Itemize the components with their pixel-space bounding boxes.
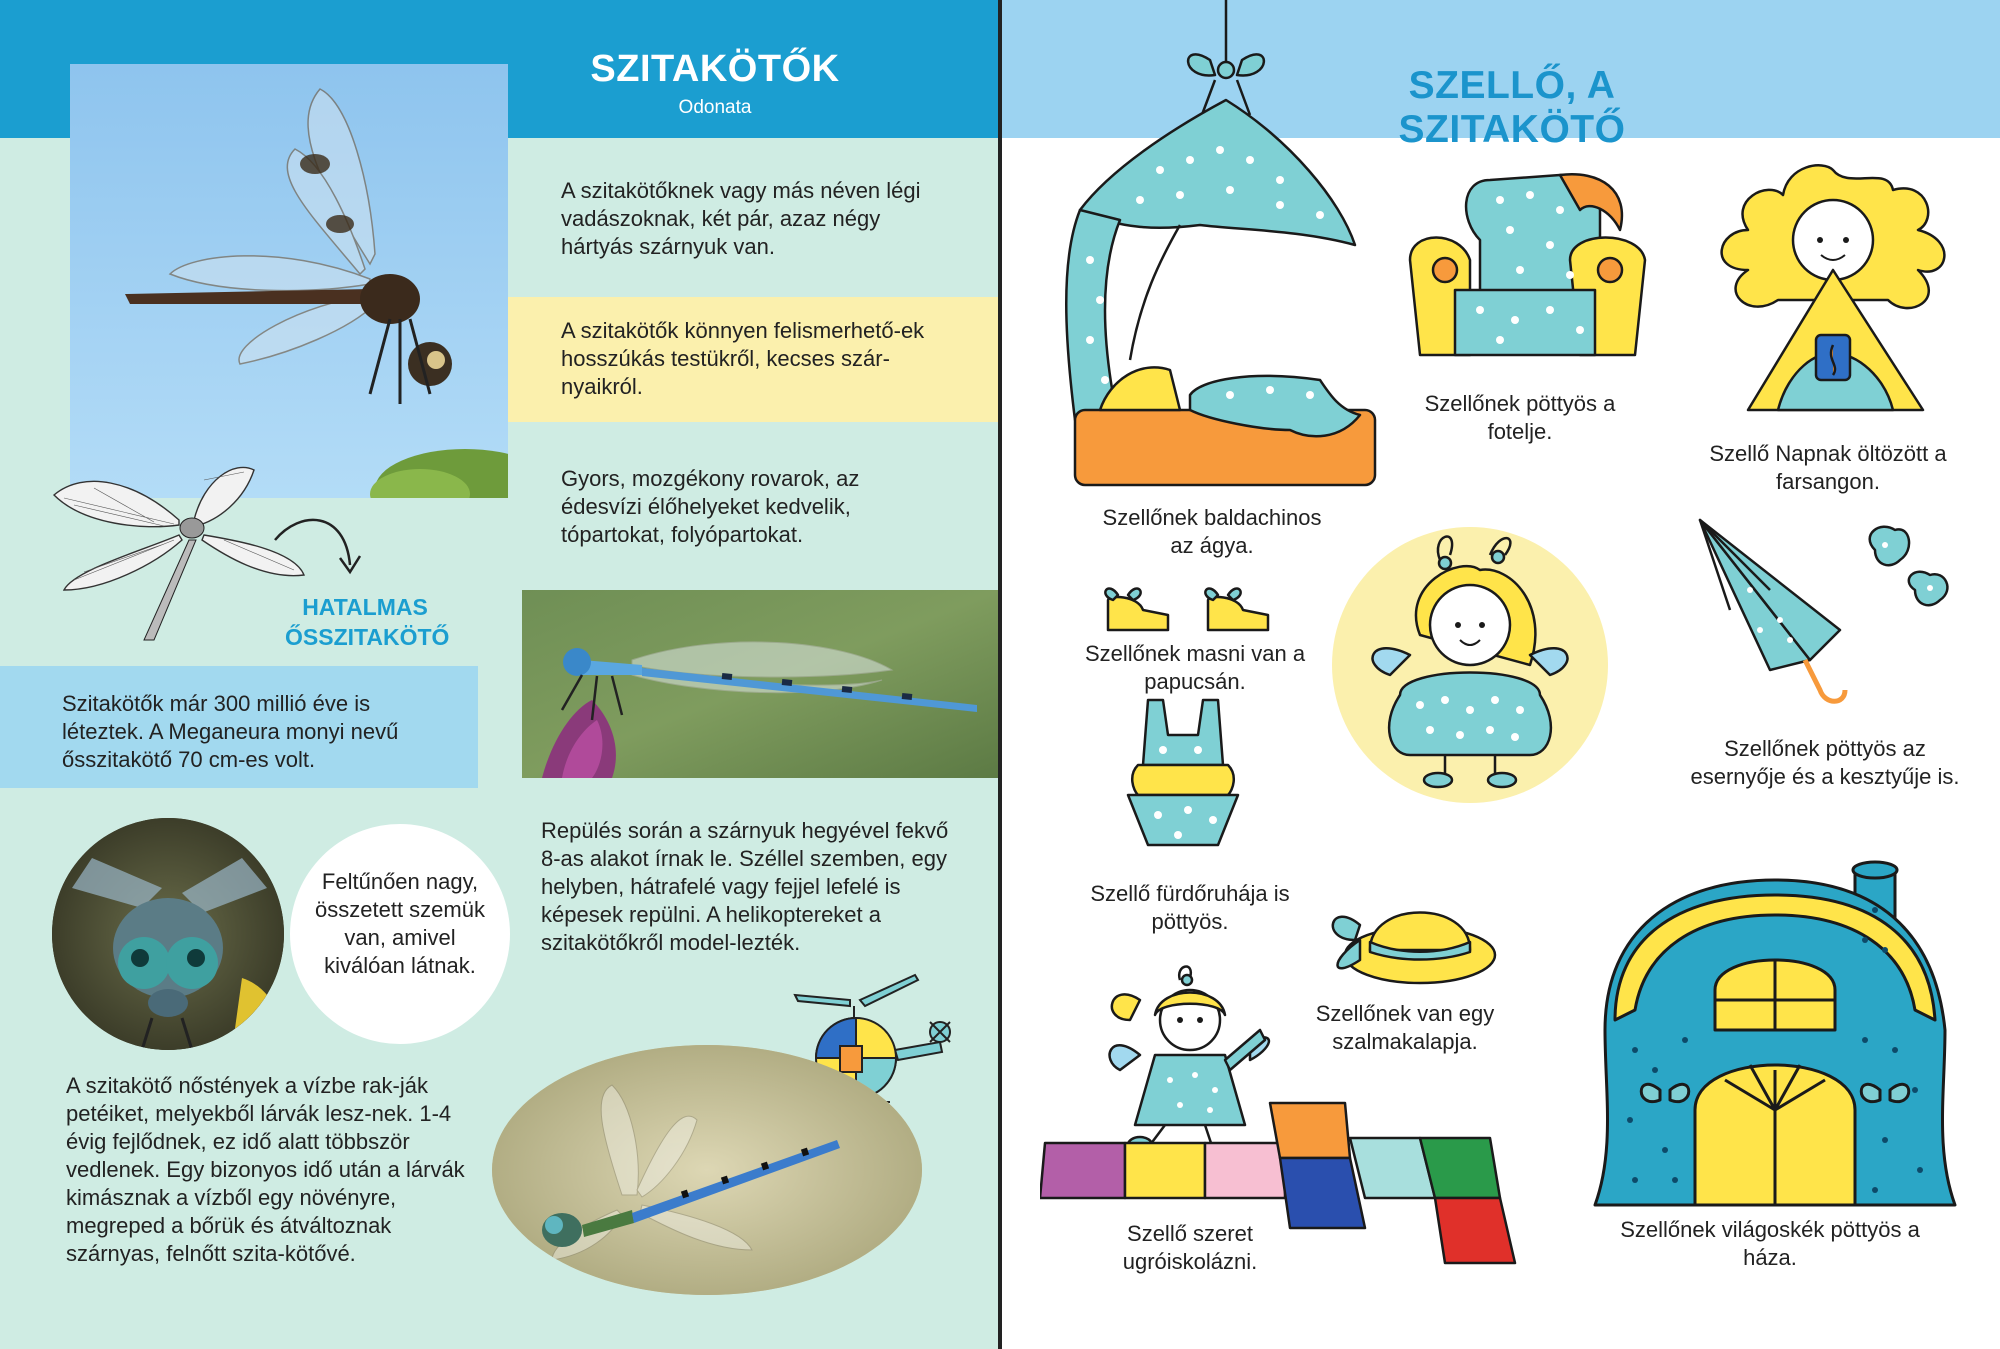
page-subtitle: Odonata [678,97,752,118]
book-gutter [998,0,1002,1349]
armchair-caption: Szellőnek pöttyös a fotelje. [1424,391,1616,444]
sun-costume-illustration [1688,160,1978,430]
dragonfly-photo-sky [70,64,508,498]
sun-caption: Szellő Napnak öltözött a farsangon. [1709,441,1947,494]
right-page-title: SZELLŐ, A SZITAKÖTŐ [1398,64,1626,151]
dragonfly-photo-oval [492,1045,922,1295]
dragonfly-eyes-photo [52,818,284,1050]
eyes-text: Feltűnően nagy, összetett szemük van, amivel kiválóan látnak. [315,869,485,978]
habitat-text: Gyors, mozgékony rovarok, az édesvízi élőhelyeket kedvelik, tópartokat, folyópartokat. [561,466,860,547]
bed-caption: Szellőnek baldachinos az ágya. [1102,505,1322,558]
hat-caption: Szellőnek van egy szalmakalapja. [1315,1001,1495,1054]
damselfly-photo [522,590,1000,778]
umbrella-caption: Szellőnek pöttyös az esernyője és a kesztyűje is. [1690,736,1960,789]
page-title: SZITAKÖTŐK [590,48,840,90]
females-text: A szitakötő nőstények a vízbe rak-ják petéiket, melyekből lárvák lesz-nek. 1-4 évig fejlődnek, ez idő alatt többször vedlenek. Egy bizonyos idő után a lárvák kimásznak a vízből egy növényre, megreped a bőrük és átváltoznak szárnyas, felnőtt szita-kötővé. [66,1073,465,1266]
umbrella-gloves-illustration [1690,510,1970,710]
slippers-illustration [1098,575,1298,635]
house-caption: Szellőnek világoskék pöttyös a háza. [1620,1217,1920,1270]
intro-text: A szitakötőknek vagy más néven légi vadászoknak, két pár, azaz négy hártyás szárnyuk van. [561,178,921,259]
canopy-bed-illustration [1060,0,1390,495]
straw-hat-illustration [1310,880,1500,990]
blue-house-illustration [1575,850,1975,1215]
flight-text: Repülés során a szárnyuk hegyével fekvő 8-as alakot írnak le. Széllel szemben, egy helyben, hátrafelé vagy fejjel lefelé is képesek repülni. A helikoptereket a szitakötőkről model-lezték. [541,818,949,955]
hopscotch-caption: Szellő szeret ugróiskolázni. [1122,1221,1258,1274]
swimsuit-illustration [1108,695,1258,855]
giant-dragonfly-label: HATALMAS ŐSSZITAKÖTŐ [285,594,450,650]
blue-box-text: Szitakötők már 300 millió éve is léteztek. A Meganeura monyi nevű ősszitakötő 70 cm-es volt. [62,691,399,772]
yellow-box-text: A szitakötők könnyen felismerhető-ek hosszúkás testükről, kecses szár-nyaikról. [561,318,925,399]
slippers-caption: Szellőnek masni van a papucsán. [1084,641,1306,694]
swimsuit-caption: Szellő fürdőruhája is pöttyös. [1090,881,1290,934]
armchair-illustration [1400,170,1660,370]
right-page [1000,0,2000,1349]
fairy-portrait-illustration [1330,525,1610,805]
curved-arrow-icon [270,510,370,590]
